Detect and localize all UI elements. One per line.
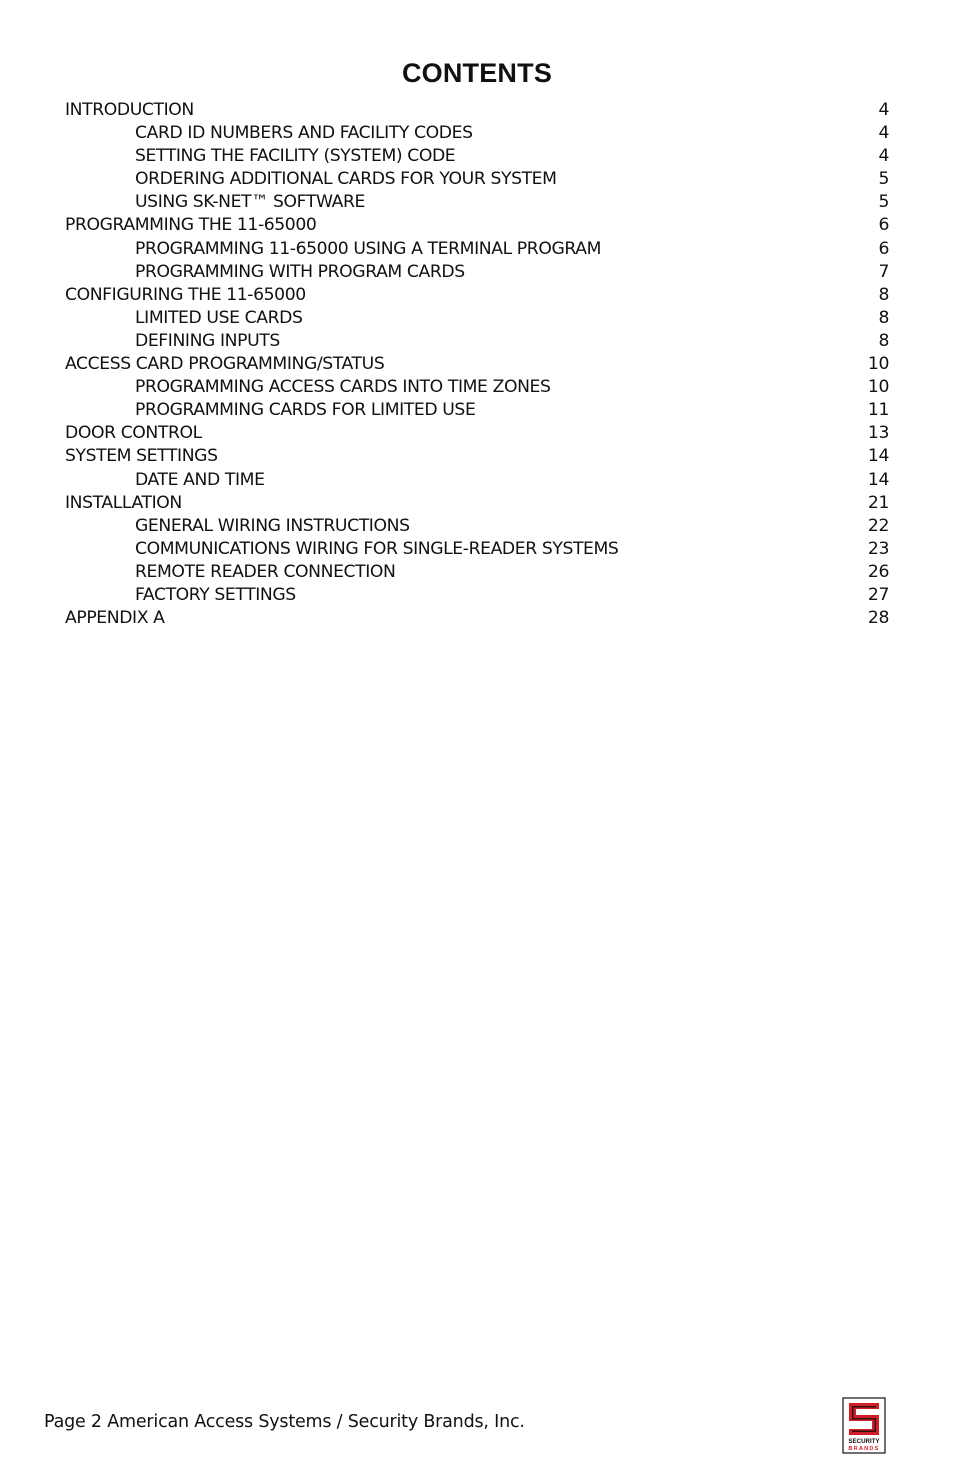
toc-entry-label: DOOR CONTROL [65,423,202,444]
toc-entry-page: 4 [878,100,889,120]
toc-entry [65,445,889,468]
toc-entry-label: DATE AND TIME [135,469,265,490]
toc-entry-page: 14 [867,469,889,490]
logo-text-security: SECURITY [848,1438,880,1445]
toc-entry-page: 8 [878,284,889,305]
toc-subentry [65,561,889,584]
logo-text-brands: BRANDS [848,1446,880,1452]
toc-subentry [65,122,889,145]
toc-subentry [65,191,889,214]
toc-entry-page: 27 [867,584,889,605]
toc-entry [65,353,889,376]
toc-entry [65,284,889,307]
toc-subentry [65,469,889,492]
toc-entry-label: INSTALLATION [65,492,182,513]
toc-entry-label: GENERAL WIRING INSTRUCTIONS [135,515,410,536]
toc-entry-page: 23 [867,538,889,559]
toc-entry-page: 8 [878,330,889,351]
toc-entry-page: 22 [867,515,889,536]
toc-entry-label: ACCESS CARD PROGRAMMING/STATUS [65,354,385,375]
toc-entry-label: PROGRAMMING WITH PROGRAM CARDS [135,261,465,282]
toc-entry [65,607,889,630]
page-title: CONTENTS [401,58,553,88]
toc-entry-page: 6 [878,215,889,236]
toc-entry-label: DEFINING INPUTS [135,330,280,351]
toc-entry [65,492,889,515]
toc-entry-label: SYSTEM SETTINGS [65,446,218,467]
toc-entry-page: 7 [878,261,889,282]
toc-subentry [65,238,889,261]
toc-entry-page: 26 [867,561,889,582]
toc-entry-label: USING SK-NET™ SOFTWARE [135,192,365,213]
toc-entry-label: CARD ID NUMBERS AND FACILITY CODES [135,123,473,144]
toc-entry-page: 4 [878,146,889,167]
toc-entry-label: PROGRAMMING 11-65000 USING A TERMINAL PROGRAM [135,238,601,259]
toc-subentry [65,261,889,284]
toc-subentry [65,515,889,538]
toc-entry-page: 5 [878,192,889,213]
toc-entry-label: SETTING THE FACILITY (SYSTEM) CODE [135,146,456,167]
toc-entry-label: ORDERING ADDITIONAL CARDS FOR YOUR SYSTEM [135,169,557,190]
toc-entry-page: 5 [878,169,889,190]
toc-subentry [65,376,889,399]
toc-entry-label: PROGRAMMING CARDS FOR LIMITED USE [135,400,476,421]
toc-subentry [65,330,889,353]
toc-entry-page: 11 [867,400,889,421]
toc-entry-page: 10 [867,377,889,398]
toc-entry [65,422,889,445]
toc-subentry [65,145,889,168]
toc-entry-page: 13 [867,423,889,444]
toc-entry-label: REMOTE READER CONNECTION [135,561,396,582]
toc-subentry [65,307,889,330]
toc-entry-label: PROGRAMMING ACCESS CARDS INTO TIME ZONES [135,377,551,398]
toc-entry-page: 14 [867,446,889,467]
table-of-contents [65,99,889,630]
toc-entry-page: 10 [867,354,889,375]
security-brands-logo [842,1397,886,1454]
toc-entry-label: FACTORY SETTINGS [135,584,296,605]
toc-subentry [65,538,889,561]
toc-entry-page: 8 [878,307,889,328]
toc-entry-label: COMMUNICATIONS WIRING FOR SINGLE-READER SYSTEMS [135,538,619,559]
toc-entry [65,214,889,237]
toc-entry-label: LIMITED USE CARDS [135,307,303,328]
toc-entry-page: 28 [867,608,889,629]
toc-entry-label: CONFIGURING THE 11-65000 [65,284,306,305]
toc-entry-page: 6 [878,238,889,259]
toc-entry [65,99,889,122]
toc-subentry [65,399,889,422]
toc-entry-page: 4 [878,123,889,144]
toc-entry-label: APPENDIX A [65,608,165,629]
toc-entry-label: INTRODUCTION [65,100,194,120]
toc-entry-page: 21 [867,492,889,513]
toc-entry-label: PROGRAMMING THE 11-65000 [65,215,317,236]
footer-text: Page 2 American Access Systems / Security Brands, Inc. [44,1412,525,1432]
toc-subentry [65,584,889,607]
toc-subentry [65,168,889,191]
